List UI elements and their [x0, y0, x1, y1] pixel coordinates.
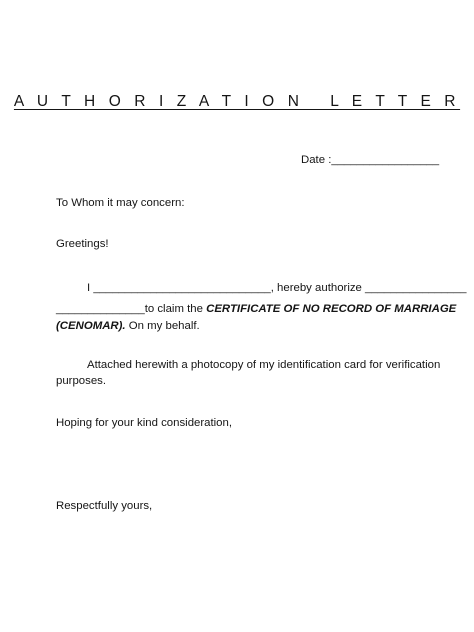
date-line: Date :_________________ — [301, 154, 440, 166]
behalf-text: On my behalf. — [125, 320, 200, 332]
closing-request: Hoping for your kind consideration, — [56, 417, 233, 429]
attachment-paragraph-line-2: purposes. — [56, 375, 107, 387]
letter-title: A U T H O R I Z A T I O N L E T T E R — [13, 93, 461, 110]
salutation: To Whom it may concern: — [56, 197, 185, 209]
authorization-paragraph-line-3 — [56, 319, 200, 333]
attachment-paragraph-line-1: Attached herewith a photocopy of my identification card for verification — [87, 359, 441, 371]
authorization-paragraph-line-2 — [56, 302, 456, 316]
authorization-paragraph-line-1: I ____________________________, hereby authorize ________________ — [87, 282, 467, 294]
claim-text: ______________to claim the — [56, 303, 207, 315]
certificate-abbreviation: (CENOMAR). — [56, 320, 126, 332]
valediction: Respectfully yours, — [56, 500, 153, 512]
greeting: Greetings! — [56, 238, 109, 250]
certificate-name: CERTIFICATE OF NO RECORD OF MARRIAGE — [206, 303, 457, 315]
